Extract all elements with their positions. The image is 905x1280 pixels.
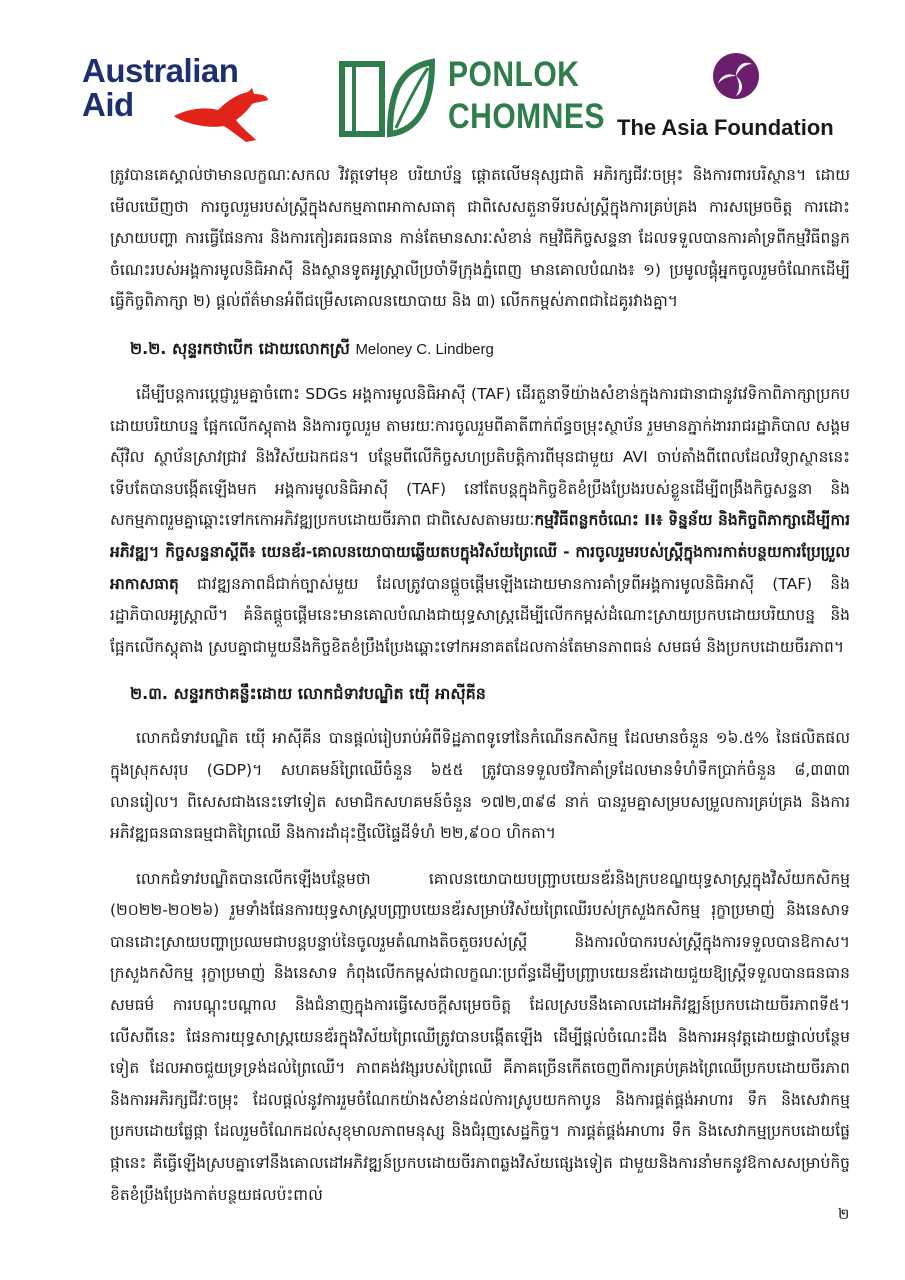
asia-foundation-text: The Asia Foundation xyxy=(617,115,834,140)
document-body xyxy=(110,160,850,1211)
paragraph-intro: ត្រូវបានគេស្គាល់ថាមានលក្ខណៈសកល វិវត្តទៅមុខ បរិយាប័ន្ន ផ្តោតលើមនុស្សជាតិ អភិរក្សជីវៈចម្រុះ និងការពារបរិស្ថាន។ ដោយមើលឃើញថា ការចូលរួមរបស់ស្ត្រីក្នុងសកម្មភាពអាកាសធាតុ ជាពិសេសតួនាទីរបស់ស្ត្រីក្នុងការគ្រប់គ្រង ការសម្រេចចិត្ត ការដោះស្រាយបញ្ហា ការធ្វើផែនការ និងការកៀរគរធនធាន កាន់តែមានសារៈសំខាន់ កម្មវិធីកិច្ចសន្ទនា ដែលទទួលបានការគាំទ្រពីកម្មវិធីពន្លកចំណេះរបស់អង្គការមូលនិធិអាស៊ី និងស្ថានទូតអូស្ត្រាលីប្រចាំទីក្រុងភ្នំពេញ មានគោលបំណង៖ ១) ប្រមូលផ្តុំអ្នកចូលរួមចំណែកដើម្បីធ្វើកិច្ចពិភាក្សា ២) ផ្តល់ព័ត៌មានអំពីជម្រើសគោលនយោបាយ និង ៣) លើកកម្ពស់ភាពជាដៃគូរវាងគ្នា។ xyxy=(110,166,850,311)
heading-2-2 xyxy=(110,334,850,365)
header xyxy=(0,0,905,150)
paragraph-keynote-2: លោកជំទាវបណ្ឌិតបានលើកឡើងបន្ថែមថា គោលនយោបាយបញ្ជ្រាបយេនឌ័រនិងក្របខណ្ឌយុទ្ធសាស្ត្រក្នុងវិស័យកសិកម្ម (២០២២-២០២៦) រួមទាំងផែនការយុទ្ធសាស្ត្របញ្ជ្រាបយេនឌ័រសម្រាប់វិស័យព្រៃឈើរបស់ក្រសួងកសិកម្ម រុក្ខាប្រមាញ់ និងនេសាទ បានដោះស្រាយបញ្ហាប្រឈមជាបន្តបន្ទាប់នៃចូលរួមតំណាងតិចតួចរបស់ស្ត្រី និងការលំបាករបស់ស្ត្រីក្នុងការទទួលបានឱកាស។ ក្រសួងកសិកម្ម រុក្ខាប្រមាញ់ និងនេសាទ កំពុងលើកកម្ពស់ជាលក្ខណៈប្រព័ន្ធដើម្បីបញ្ជ្រាបយេនឌ័រដោយជួយឱ្យស្ត្រីទទួលបានធនធានសមធម៌ ការបណ្តុះបណ្តាល និងជំនាញក្នុងការធ្វើសេចក្តីសម្រេចចិត្ត ដែលស្របនឹងគោលដៅអភិវឌ្ឍន៍ប្រកបដោយចីរភាពទី៥។ លើសពីនេះ ផែនការយុទ្ធសាស្ត្រយេនឌ័រក្នុងវិស័យព្រៃឈើត្រូវបានបង្កើតឡើង ដើម្បីផ្តល់ចំណេះដឹង និងការអនុវត្តដោយផ្ទាល់បន្ថែមទៀត ដែលអាចជួយទ្រទ្រង់ដល់ព្រៃឈើ។ ភាពគង់វង្សរបស់ព្រៃឈើ គឺភាគច្រើនកើតចេញពីការគ្រប់គ្រងព្រៃឈើប្រកបដោយចីរភាព និងការអភិរក្សជីវៈចម្រុះ ដែលផ្តល់នូវការរួមចំណែកយ៉ាងសំខាន់ដល់ការស្រូបយកកាបូន និងការផ្គត់ផ្គង់អាហារ ទឹក និងសេវាកម្មប្រកបដោយផ្លែផ្កា ដែលរួមចំណែកដល់សុខុមាលភាពមនុស្ស និងជំរុញសេដ្ឋកិច្ច។ ការផ្គត់ផ្គង់អាហារ ទឹក និងសេវាកម្មប្រកបដោយផ្លែផ្កានេះ គឺធ្វើឡើងស្របគ្នាទៅនឹងគោលដៅអភិវឌ្ឍន៍ប្រកបដោយចីរភាពឆ្លងវិស័យផ្សេងទៀត ជាមួយនិងការនាំមកនូវឱកាសសម្រាប់កិច្ចខិតខំប្រឹងប្រែងកាត់បន្ថយផលប៉ះពាល់ xyxy=(110,869,850,1204)
paragraph-opening-text-a: ដើម្បីបន្តការប្តេជ្ញារួមគ្នាចំពោះ SDGs អង្គការមូលនិធិអាស៊ី (TAF) ដើរតួនាទីយ៉ាងសំខាន់ក្នុងការជានាជានូវវេទិកាពិភាក្សាប្រកបដោយបរិយាបន្ន ផ្អែកលើកស្តុតាង និងការចូលរួម តាមរយៈការចូលរួមពីគាតីពាក់ព័ន្ធចម្រុះស្ថាប័ន រួមមានភ្នាក់ងាររាជរដ្ឋាភិបាល សង្គមស៊ីវិល ស្ថាប័នស្រាវជ្រាវ និងវិស័យឯកជន។ បន្ថែមពីលើកិច្ចសហប្រតិបត្តិការពីមុនជាមួយ AVI ចាប់តាំងពីពេលដែលវិទ្យាស្ថាននេះទើបតែបានបង្កើតឡើងមក អង្គការមូលនិធិអាស៊ី (TAF) នៅតែបន្តក្នុងកិច្ចខិតខំប្រឹងប្រែងរបស់ខ្លួនដើម្បីពង្រឹងកិច្ចសន្ទនា និងសកម្មភាពរួមគ្នាឆ្ពោះទៅកកោអភិវឌ្ឍប្រកបដោយចីរភាព ជាពិសេសតាមរយៈ xyxy=(110,384,850,530)
paragraph-opening-speech xyxy=(110,379,850,663)
page-number: ២ xyxy=(838,1205,850,1223)
heading-2-3: ២.៣. សន្ទរកថាគន្លឹះដោយ លោកជំទាវបណ្ឌិត យ៉ើ អាស៊ីគីន xyxy=(130,684,486,704)
paragraph-opening-bold: កម្មវិធីពន្លកចំណេះ II៖ ទិន្នន័យ និងកិច្ចពិភាក្សាដើម្បីការអភិវឌ្ឍ។ កិច្ចសន្ទនាស្តីពី៖ យេនឌ័រ-គោលនយោបាយឆ្លើយតបក្នុងវិស័យព្រៃឈើ - ការចូលរួមរបស់ស្ត្រីក្នុងការកាត់បន្ថយការប្រែប្រួលអាកាសធាតុ xyxy=(110,511,850,593)
paragraph-keynote-1: លោកជំទាវបណ្ឌិត យ៉ើ អាស៊ីគីន បានផ្តល់រៀបរាប់អំពីទិដ្ឋភាពទូទៅនៃកំណើនកសិកម្ម ដែលមានចំនួន ១៦.៥% នៃផលិតផលក្នុងស្រុកសរុប (GDP)។ សហគមន៍ព្រៃឈើចំនួន ៦៥៥ ត្រូវបានទទួលថវិកាគាំទ្រដែលមានទំហំទឹកប្រាក់ចំនួន ៨,៣៣៣ លានរៀល។ ពិសេសជាងនេះទៅទៀត សមាជិកសហគមន៍ចំនួន ១៧២,៣៩៨ នាក់ បានរួមគ្នាសម្របសម្រួលការគ្រប់គ្រង និងការអភិវឌ្ឍធនធានធម្មជាតិព្រៃឈើ និងការដាំដុះថ្មីលើផ្ទៃដីទំហំ ២២,៩០០ ហិកតា។ xyxy=(110,729,850,843)
australian-aid-logo xyxy=(82,52,282,144)
australian-aid-text-1: Australian xyxy=(82,52,239,89)
chomnes-text: CHOMNES xyxy=(448,97,605,136)
australian-aid-text-2: Aid xyxy=(82,86,134,123)
asia-foundation-logo xyxy=(612,50,862,146)
triskelion-icon xyxy=(712,52,760,100)
book-leaf-icon xyxy=(336,56,436,138)
heading-2-2-name: Meloney C. Lindberg xyxy=(355,340,494,358)
kangaroo-icon xyxy=(172,86,272,144)
ponlok-text: PONLOK xyxy=(448,55,580,94)
paragraph-opening-text-c: ជាវឌ្ឍនភាពដ៏ជាក់ច្បាស់មួយ ដែលត្រូវបានផ្តួចផ្តើមឡើងដោយមានការគាំទ្រពីអង្គការមូលនិធិអាស៊ី (TAF) និងរដ្ឋាភិបាលអូស្ត្រាលី។ គំនិតផ្តួចផ្តើមនេះមានគោលបំណងជាយុទ្ធសាស្ត្រដើម្បីលើកកម្ពស់ដំណោះស្រាយប្រកបដោយបរិយាបន្ន និងផ្អែកលើកស្តុតាង ស្របគ្នាជាមួយនឹងកិច្ចខិតខំប្រឹងប្រែងឆ្ពោះទៅកអនាគតដែលកាន់តែមានភាពធន់ សមធម៌ និងប្រកបដោយចីរភាព។ xyxy=(110,574,850,656)
ponlok-chomnes-logo xyxy=(336,52,605,144)
heading-2-2-text: ២.២. សុន្ទរកថាបើក ដោយលោកស្រី xyxy=(130,338,350,358)
